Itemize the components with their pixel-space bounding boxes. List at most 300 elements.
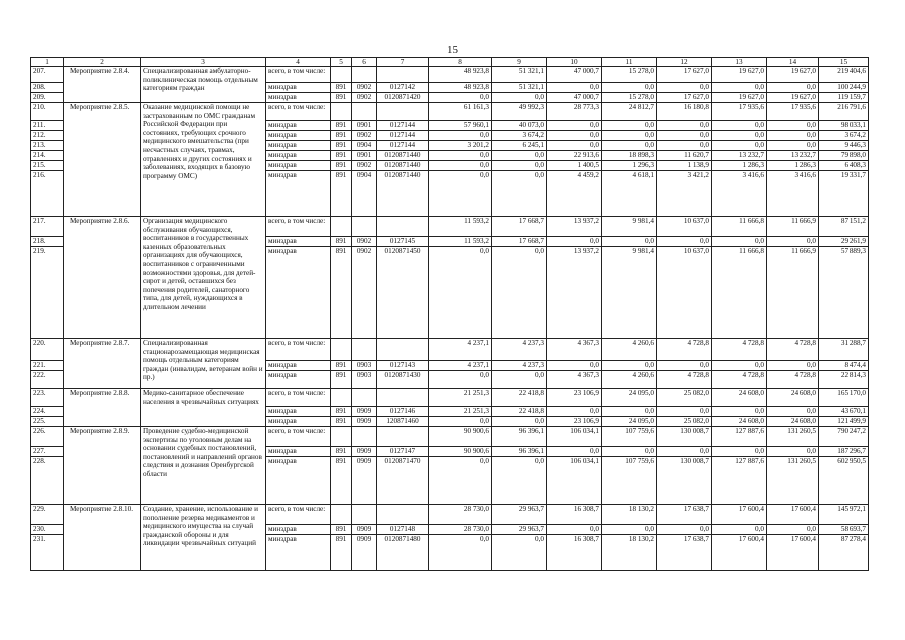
column-header: 8 [429,58,492,67]
year-value-cell: 11 620,7 [657,151,712,161]
year-value-cell: 1 138,9 [657,161,712,171]
year-value-cell: 4 367,3 [547,371,602,389]
year-value-cell: 0,0 [712,525,767,535]
year-value-cell: 0,0 [767,131,819,141]
year-value-cell: 0,0 [767,121,819,131]
year-value-cell: 28 773,3 [547,103,602,121]
executor-cell: минздрав [266,535,331,571]
total-value-cell: 187 296,7 [819,447,869,457]
year-value-cell: 0,0 [429,161,492,171]
year-value-cell: 18 130,2 [602,535,657,571]
year-value-cell: 0,0 [547,361,602,371]
year-value-cell: 96 396,1 [492,447,547,457]
section-code-cell [352,217,377,237]
executor-cell: минздрав [266,457,331,505]
executor-cell: минздрав [266,161,331,171]
year-value-cell: 22 418,8 [492,407,547,417]
row-number-cell: 217. [31,217,64,237]
year-value-cell: 131 260,5 [767,457,819,505]
total-value-cell: 9 446,3 [819,141,869,151]
column-header: 10 [547,58,602,67]
section-code-cell: 0909 [352,525,377,535]
column-header: 7 [377,58,429,67]
measure-name-cell: Мероприятие 2.8.9. [64,427,141,505]
executor-cell: минздрав [266,237,331,247]
year-value-cell: 17 668,7 [492,217,547,237]
year-value-cell: 4 728,8 [657,371,712,389]
total-value-cell: 87 151,2 [819,217,869,237]
year-value-cell: 0,0 [429,171,492,217]
total-value-cell: 145 972,1 [819,505,869,525]
ministry-code-cell: 891 [331,131,352,141]
ministry-code-cell [331,103,352,121]
year-value-cell: 19 627,0 [767,93,819,103]
measure-name-cell: Мероприятие 2.8.7. [64,339,141,389]
year-value-cell: 0,0 [547,447,602,457]
year-value-cell: 4 367,3 [547,339,602,361]
target-article-cell [377,67,429,83]
executor-cell: всего, в том числе: [266,427,331,447]
target-article-cell: 0127144 [377,121,429,131]
target-article-cell [377,103,429,121]
year-value-cell: 29 963,7 [492,525,547,535]
year-value-cell: 18 130,2 [602,505,657,525]
year-value-cell: 61 161,3 [429,103,492,121]
year-value-cell: 16 308,7 [547,505,602,525]
executor-cell: минздрав [266,417,331,427]
year-value-cell: 0,0 [602,525,657,535]
year-value-cell: 0,0 [547,141,602,151]
year-value-cell: 11 666,9 [767,247,819,339]
year-value-cell: 10 637,0 [657,217,712,237]
total-value-cell: 119 159,7 [819,93,869,103]
executor-cell: минздрав [266,247,331,339]
row-number-cell: 224. [31,407,64,417]
section-code-cell: 0902 [352,93,377,103]
year-value-cell: 0,0 [547,83,602,93]
year-value-cell: 4 728,8 [657,339,712,361]
ministry-code-cell: 891 [331,83,352,93]
total-value-cell: 6 408,3 [819,161,869,171]
target-article-cell: 0127142 [377,83,429,93]
column-header: 13 [712,58,767,67]
total-value-cell: 100 244,9 [819,83,869,93]
year-value-cell: 18 898,3 [602,151,657,161]
ministry-code-cell: 891 [331,171,352,217]
target-article-cell: 0127146 [377,407,429,417]
measure-description-cell: Создание, хранение, использование и пополнение резерва медикаментов и медицинского имущества на случай гражданской обороны и для ликвидации чрезвычайных ситуаций [141,505,266,571]
year-value-cell: 17 638,7 [657,535,712,571]
row-number-cell: 212. [31,131,64,141]
measure-description-cell: Проведение судебно-медицинской экспертизы по уголовным делам на основании судебных постановлений, постановлений и направлений органов следствия и дознания Оренбургской области [141,427,266,505]
year-value-cell: 0,0 [602,447,657,457]
year-value-cell: 0,0 [547,121,602,131]
section-code-cell [352,389,377,407]
year-value-cell: 17 600,4 [767,505,819,525]
year-value-cell: 19 627,0 [767,67,819,83]
year-value-cell: 0,0 [429,371,492,389]
year-value-cell: 131 260,5 [767,427,819,447]
total-value-cell: 79 898,0 [819,151,869,161]
ministry-code-cell: 891 [331,361,352,371]
year-value-cell: 0,0 [767,447,819,457]
column-header: 5 [331,58,352,67]
year-value-cell: 0,0 [547,407,602,417]
year-value-cell: 0,0 [492,93,547,103]
total-value-cell: 121 499,9 [819,417,869,427]
year-value-cell: 0,0 [492,151,547,161]
row-number-cell: 218. [31,237,64,247]
column-header: 11 [602,58,657,67]
table-row [31,505,869,525]
row-number-cell: 223. [31,389,64,407]
year-value-cell: 13 232,7 [712,151,767,161]
section-code-cell: 0904 [352,141,377,151]
year-value-cell: 17 600,4 [712,535,767,571]
year-value-cell: 4 237,1 [429,339,492,361]
executor-cell: минздрав [266,141,331,151]
year-value-cell: 0,0 [767,83,819,93]
total-value-cell: 3 674,2 [819,131,869,141]
year-value-cell: 17 668,7 [492,237,547,247]
column-header: 12 [657,58,712,67]
target-article-cell: 0120871480 [377,535,429,571]
year-value-cell: 0,0 [767,525,819,535]
year-value-cell: 107 759,6 [602,427,657,447]
target-article-cell [377,217,429,237]
year-value-cell: 0,0 [547,525,602,535]
row-number-cell: 209. [31,93,64,103]
target-article-cell: 120871460 [377,417,429,427]
year-value-cell: 23 106,9 [547,417,602,427]
column-header-row [31,58,869,67]
measure-description-cell: Медико-санитарное обеспечение населения в чрезвычайных ситуациях [141,389,266,427]
year-value-cell: 28 730,0 [429,505,492,525]
ministry-code-cell: 891 [331,371,352,389]
row-number-cell: 221. [31,361,64,371]
row-number-cell: 220. [31,339,64,361]
year-value-cell: 0,0 [429,93,492,103]
executor-cell: всего, в том числе: [266,339,331,361]
target-article-cell [377,339,429,361]
total-value-cell: 165 170,0 [819,389,869,407]
row-number-cell: 219. [31,247,64,339]
year-value-cell: 17 600,4 [767,535,819,571]
year-value-cell: 21 251,3 [429,407,492,417]
year-value-cell: 0,0 [712,407,767,417]
year-value-cell: 0,0 [657,121,712,131]
section-code-cell [352,505,377,525]
year-value-cell: 0,0 [602,141,657,151]
year-value-cell: 0,0 [602,237,657,247]
ministry-code-cell: 891 [331,151,352,161]
year-value-cell: 40 073,0 [492,121,547,131]
year-value-cell: 24 812,7 [602,103,657,121]
row-number-cell: 222. [31,371,64,389]
year-value-cell: 0,0 [492,371,547,389]
year-value-cell: 4 237,1 [429,361,492,371]
year-value-cell: 0,0 [602,131,657,141]
column-header: 3 [141,58,266,67]
executor-cell: минздрав [266,121,331,131]
year-value-cell: 106 034,1 [547,427,602,447]
total-value-cell: 219 404,6 [819,67,869,83]
year-value-cell: 9 981,4 [602,247,657,339]
year-value-cell: 0,0 [767,407,819,417]
year-value-cell: 22 418,8 [492,389,547,407]
year-value-cell: 0,0 [657,83,712,93]
section-code-cell [352,67,377,83]
year-value-cell: 10 637,0 [657,247,712,339]
total-value-cell: 58 693,7 [819,525,869,535]
measure-name-cell: Мероприятие 2.8.10. [64,505,141,571]
table-row [31,103,869,121]
target-article-cell: 0127145 [377,237,429,247]
year-value-cell: 24 608,0 [712,389,767,407]
ministry-code-cell [331,427,352,447]
year-value-cell: 130 008,7 [657,457,712,505]
row-number-cell: 211. [31,121,64,131]
page-number: 15 [447,44,458,56]
row-number-cell: 216. [31,171,64,217]
section-code-cell: 0909 [352,417,377,427]
total-value-cell: 57 889,3 [819,247,869,339]
year-value-cell: 29 963,7 [492,505,547,525]
year-value-cell: 0,0 [602,361,657,371]
year-value-cell: 0,0 [492,161,547,171]
row-number-cell: 230. [31,525,64,535]
year-value-cell: 0,0 [429,247,492,339]
section-code-cell: 0901 [352,151,377,161]
row-number-cell: 229. [31,505,64,525]
measure-name-cell: Мероприятие 2.8.5. [64,103,141,217]
year-value-cell: 4 237,3 [492,339,547,361]
year-value-cell: 15 278,0 [602,67,657,83]
year-value-cell: 1 400,5 [547,161,602,171]
year-value-cell: 0,0 [492,417,547,427]
total-value-cell: 790 247,2 [819,427,869,447]
target-article-cell: 0127147 [377,447,429,457]
year-value-cell: 4 260,6 [602,339,657,361]
ministry-code-cell: 891 [331,535,352,571]
year-value-cell: 15 278,0 [602,93,657,103]
column-header: 2 [64,58,141,67]
budget-table [30,57,869,571]
ministry-code-cell: 891 [331,121,352,131]
year-value-cell: 11 666,9 [767,217,819,237]
year-value-cell: 47 000,7 [547,93,602,103]
section-code-cell: 0903 [352,361,377,371]
section-code-cell [352,427,377,447]
executor-cell: минздрав [266,83,331,93]
row-number-cell: 228. [31,457,64,505]
year-value-cell: 13 937,2 [547,247,602,339]
year-value-cell: 0,0 [602,121,657,131]
measure-name-cell: Мероприятие 2.8.4. [64,67,141,103]
year-value-cell: 24 608,0 [767,389,819,407]
ministry-code-cell: 891 [331,247,352,339]
ministry-code-cell: 891 [331,237,352,247]
measure-description-cell: Специализированная стационарозамещающая медицинская помощь отдельным категориям граждан (инвалидам, ветеранам войн и пр.) [141,339,266,389]
year-value-cell: 1 286,3 [712,161,767,171]
target-article-cell: 0127144 [377,141,429,151]
year-value-cell: 0,0 [429,131,492,141]
target-article-cell: 0120871450 [377,247,429,339]
year-value-cell: 48 923,8 [429,67,492,83]
year-value-cell: 127 887,6 [712,427,767,447]
executor-cell: минздрав [266,171,331,217]
executor-cell: всего, в том числе: [266,103,331,121]
year-value-cell: 24 608,0 [712,417,767,427]
executor-cell: всего, в том числе: [266,217,331,237]
row-number-cell: 231. [31,535,64,571]
row-number-cell: 207. [31,67,64,83]
section-code-cell [352,103,377,121]
year-value-cell: 22 913,6 [547,151,602,161]
year-value-cell: 0,0 [712,121,767,131]
measure-description-cell: Организация медицинского обслуживания обучающихся, воспитанников в государственных казенных образовательных организациях для обучающихся, воспитанников с ограниченными возможностями здоровья, для детей-сирот и детей, оставшихся без попечения родителей, санаторного типа, для детей, нуждающихся в длительном лечении [141,217,266,339]
section-code-cell: 0902 [352,131,377,141]
section-code-cell: 0901 [352,121,377,131]
year-value-cell: 0,0 [429,417,492,427]
year-value-cell: 0,0 [429,457,492,505]
ministry-code-cell [331,389,352,407]
row-number-cell: 210. [31,103,64,121]
year-value-cell: 11 593,2 [429,237,492,247]
table-row [31,389,869,407]
executor-cell: всего, в том числе: [266,389,331,407]
year-value-cell: 0,0 [492,247,547,339]
section-code-cell: 0902 [352,161,377,171]
year-value-cell: 0,0 [712,83,767,93]
year-value-cell: 19 627,0 [712,67,767,83]
year-value-cell: 4 459,2 [547,171,602,217]
section-code-cell: 0909 [352,447,377,457]
year-value-cell: 9 981,4 [602,217,657,237]
target-article-cell [377,389,429,407]
ministry-code-cell: 891 [331,457,352,505]
row-number-cell: 225. [31,417,64,427]
executor-cell: минздрав [266,361,331,371]
year-value-cell: 0,0 [767,237,819,247]
row-number-cell: 214. [31,151,64,161]
ministry-code-cell: 891 [331,447,352,457]
column-header: 1 [31,58,64,67]
year-value-cell: 16 180,8 [657,103,712,121]
year-value-cell: 0,0 [657,361,712,371]
section-code-cell: 0903 [352,371,377,389]
column-header: 4 [266,58,331,67]
target-article-cell: 0120871440 [377,161,429,171]
executor-cell: минздрав [266,151,331,161]
year-value-cell: 3 416,6 [712,171,767,217]
target-article-cell [377,505,429,525]
executor-cell: минздрав [266,93,331,103]
year-value-cell: 0,0 [492,171,547,217]
table-row [31,427,869,447]
year-value-cell: 13 232,7 [767,151,819,161]
year-value-cell: 0,0 [712,237,767,247]
year-value-cell: 4 728,8 [767,371,819,389]
column-header: 15 [819,58,869,67]
year-value-cell: 1 296,3 [602,161,657,171]
year-value-cell: 11 593,2 [429,217,492,237]
year-value-cell: 3 201,2 [429,141,492,151]
year-value-cell: 0,0 [547,237,602,247]
target-article-cell: 0120871430 [377,371,429,389]
section-code-cell: 0909 [352,457,377,505]
total-value-cell: 8 474,4 [819,361,869,371]
table-row [31,339,869,361]
row-number-cell: 208. [31,83,64,93]
year-value-cell: 0,0 [767,141,819,151]
executor-cell: минздрав [266,371,331,389]
year-value-cell: 0,0 [657,447,712,457]
year-value-cell: 0,0 [492,535,547,571]
section-code-cell [352,339,377,361]
year-value-cell: 23 106,9 [547,389,602,407]
year-value-cell: 51 321,1 [492,83,547,93]
target-article-cell: 0127148 [377,525,429,535]
year-value-cell: 17 627,0 [657,93,712,103]
year-value-cell: 4 260,6 [602,371,657,389]
year-value-cell: 96 396,1 [492,427,547,447]
ministry-code-cell: 891 [331,525,352,535]
year-value-cell: 0,0 [712,447,767,457]
ministry-code-cell: 891 [331,417,352,427]
target-article-cell: 0120871440 [377,151,429,161]
year-value-cell: 0,0 [657,141,712,151]
total-value-cell: 29 261,9 [819,237,869,247]
total-value-cell: 22 814,3 [819,371,869,389]
total-value-cell: 43 670,1 [819,407,869,417]
year-value-cell: 3 416,6 [767,171,819,217]
year-value-cell: 57 960,1 [429,121,492,131]
target-article-cell: 0120871440 [377,171,429,217]
ministry-code-cell: 891 [331,407,352,417]
year-value-cell: 24 608,0 [767,417,819,427]
year-value-cell: 1 286,3 [767,161,819,171]
year-value-cell: 11 666,8 [712,247,767,339]
year-value-cell: 16 308,7 [547,535,602,571]
ministry-code-cell: 891 [331,141,352,151]
ministry-code-cell [331,505,352,525]
year-value-cell: 17 935,6 [767,103,819,121]
total-value-cell: 87 278,4 [819,535,869,571]
column-header: 6 [352,58,377,67]
year-value-cell: 25 082,0 [657,417,712,427]
executor-cell: минздрав [266,525,331,535]
year-value-cell: 90 900,6 [429,427,492,447]
year-value-cell: 17 638,7 [657,505,712,525]
year-value-cell: 106 034,1 [547,457,602,505]
row-number-cell: 227. [31,447,64,457]
year-value-cell: 4 618,1 [602,171,657,217]
executor-cell: минздрав [266,447,331,457]
year-value-cell: 0,0 [602,83,657,93]
year-value-cell: 0,0 [657,131,712,141]
year-value-cell: 17 627,0 [657,67,712,83]
ministry-code-cell [331,67,352,83]
column-header: 9 [492,58,547,67]
measure-description-cell: Специализированная амбулаторно-поликлиническая помощь отдельным категориям граждан [141,67,266,103]
year-value-cell: 0,0 [429,151,492,161]
row-number-cell: 213. [31,141,64,151]
ministry-code-cell [331,217,352,237]
ministry-code-cell [331,339,352,361]
total-value-cell: 216 791,6 [819,103,869,121]
target-article-cell: 0127143 [377,361,429,371]
